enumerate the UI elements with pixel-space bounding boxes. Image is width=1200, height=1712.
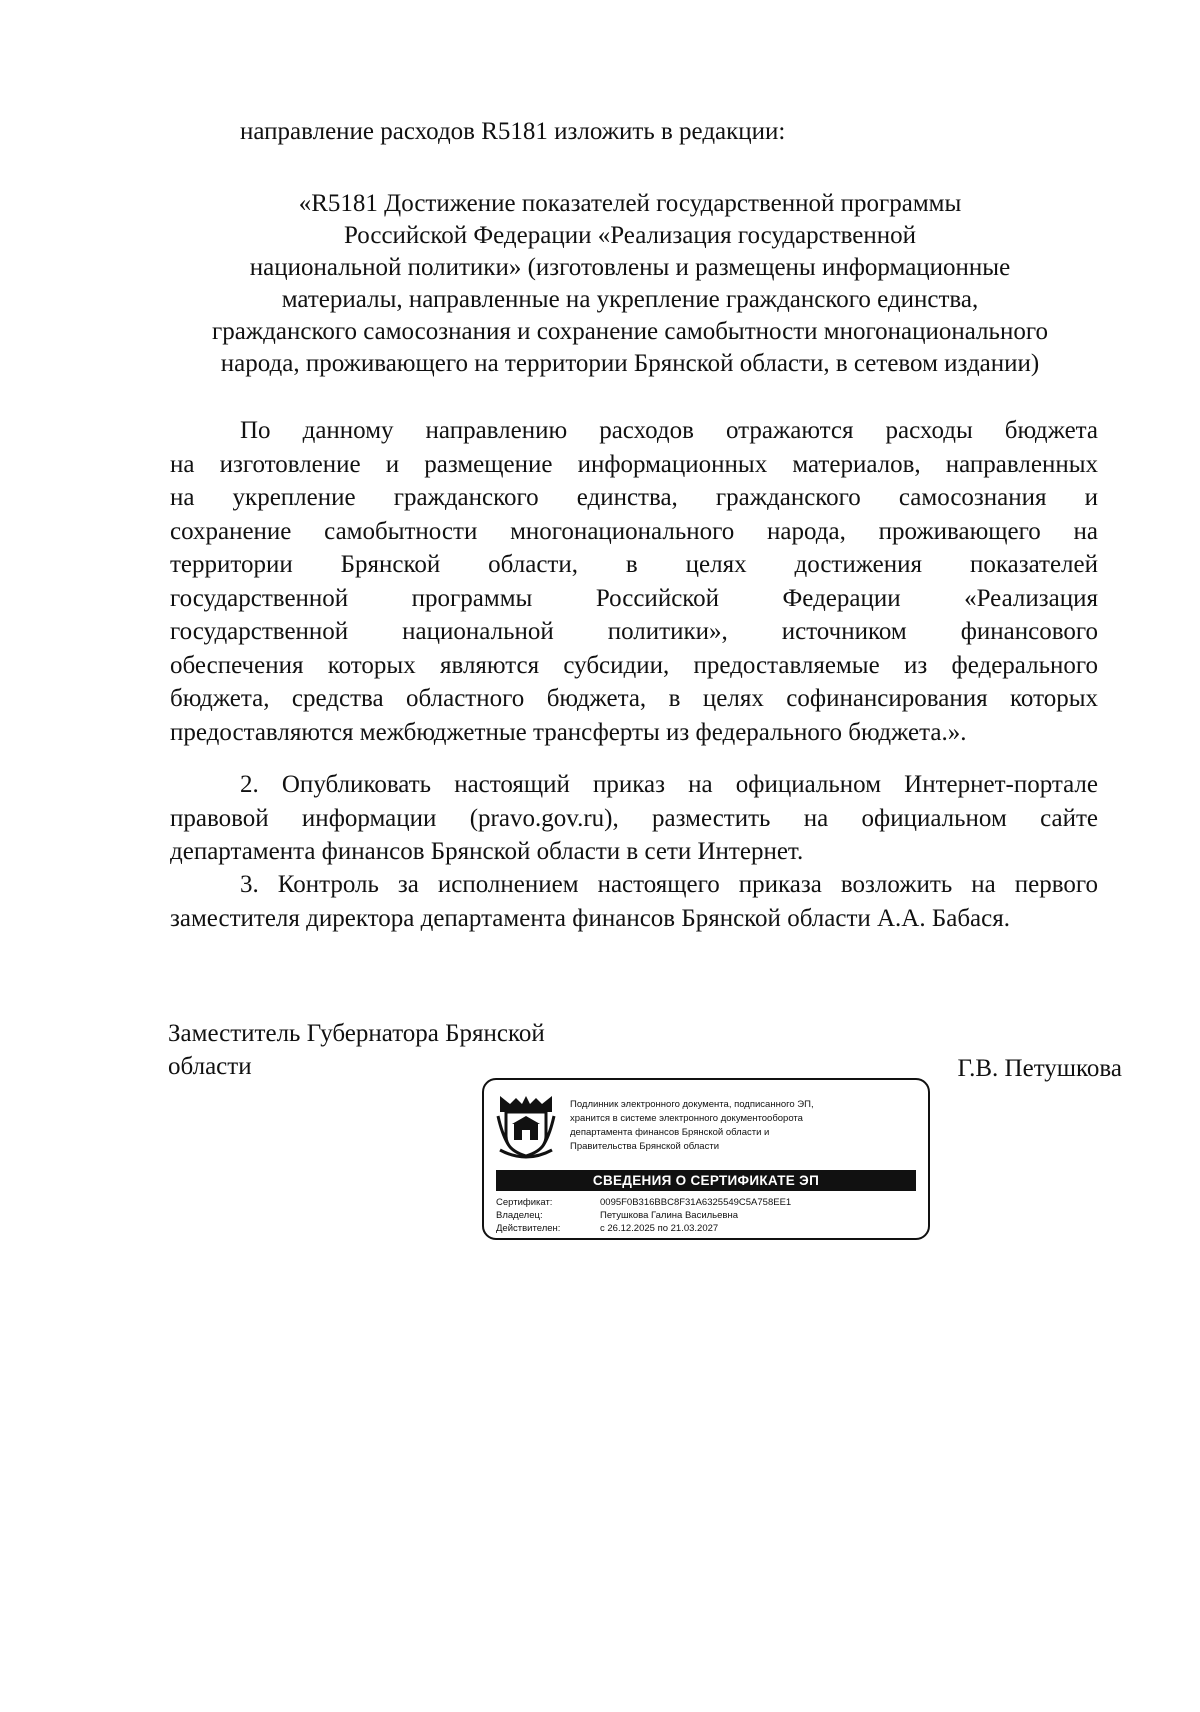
paragraph-line: на укрепление гражданского единства, гражданского самосознания и [170, 484, 1098, 511]
paragraph-line: заместителя директора департамента финансов Брянской области А.А. Бабася. [170, 904, 1010, 932]
quote-line: гражданского самосознания и сохранение самобытности многонационального [212, 318, 1048, 345]
quote-line: народа, проживающего на территории Брянской области, в сетевом издании) [220, 350, 1040, 377]
stamp-row-validity [496, 1222, 791, 1235]
bryansk-coat-of-arms-icon [496, 1094, 556, 1160]
paragraph-line: государственной программы Российской Федерации «Реализация [170, 584, 1098, 612]
quote-line: Российской Федерации «Реализация государственной [343, 222, 917, 249]
signatory-name: Г.В. Петушкова [957, 1055, 1122, 1082]
paragraph-line: 2. Опубликовать настоящий приказ на официальном Интернет-портале [240, 771, 1098, 798]
stamp-header: СВЕДЕНИЯ О СЕРТИФИКАТЕ ЭП [496, 1170, 916, 1191]
stamp-note [570, 1098, 814, 1154]
quote-line: «R5181 Достижение показателей государственной программы [298, 190, 962, 217]
paragraph-line: территории Брянской области, в целях достижения показателей [170, 551, 1098, 578]
stamp-row-owner [496, 1209, 791, 1222]
paragraph-publication [170, 768, 1098, 869]
paragraph-line: правовой информации (pravo.gov.ru), разместить на официальном сайте [170, 804, 1098, 832]
paragraph-line: на изготовление и размещение информационных материалов, направленных [170, 450, 1098, 478]
stamp-value: 0095F0B316BBC8F31A6325549C5A758EE1 [600, 1197, 792, 1208]
paragraph-line: государственной национальной политики», источником финансового [170, 618, 1098, 645]
paragraph-line: департамента финансов Брянской области в сети Интернет. [170, 838, 804, 865]
paragraph-line: сохранение самобытности многонационального народа, проживающего на [170, 517, 1098, 545]
quote-line: национальной политики» (изготовлены и размещены информационные [249, 254, 1011, 281]
quoted-definition [160, 188, 1100, 380]
paragraph-expenses-description [170, 414, 1098, 749]
paragraph-line: По данному направлению расходов отражаются расходы бюджета [240, 417, 1098, 444]
signatory-title [168, 1017, 545, 1083]
stamp-key: Сертификат: [496, 1197, 553, 1208]
paragraph-line: 3. Контроль за исполнением настоящего приказа возложить на первого [240, 871, 1098, 898]
paragraph-control [170, 868, 1098, 935]
paragraph-line: обеспечения которых являются субсидии, предоставляемые из федерального [170, 651, 1098, 679]
stamp-certificate-details [496, 1196, 791, 1235]
signatory-title-line: Заместитель Губернатора Брянской [168, 1020, 545, 1047]
signatory-title-line: области [168, 1053, 252, 1080]
stamp-note-line: Правительства Брянской области [570, 1141, 719, 1152]
paragraph-line: бюджета, средства областного бюджета, в целях софинансирования которых [170, 685, 1098, 712]
stamp-value: Петушкова Галина Васильевна [600, 1210, 738, 1221]
stamp-note-line: департамента финансов Брянской области и [570, 1127, 770, 1138]
stamp-note-line: хранится в системе электронного документооборота [570, 1113, 803, 1124]
stamp-row-certificate [496, 1196, 791, 1209]
stamp-value: с 26.12.2025 по 21.03.2027 [600, 1223, 719, 1234]
intro-line: направление расходов R5181 изложить в редакции: [240, 118, 786, 145]
quote-line: материалы, направленные на укрепление гражданского единства, [281, 286, 979, 313]
stamp-note-line: Подлинник электронного документа, подписанного ЭП, [570, 1099, 814, 1110]
paragraph-line: предоставляются межбюджетные трансферты из федерального бюджета.». [170, 718, 967, 746]
stamp-key: Владелец: [496, 1210, 543, 1221]
electronic-signature-stamp [482, 1078, 930, 1240]
stamp-key: Действителен: [496, 1223, 561, 1234]
